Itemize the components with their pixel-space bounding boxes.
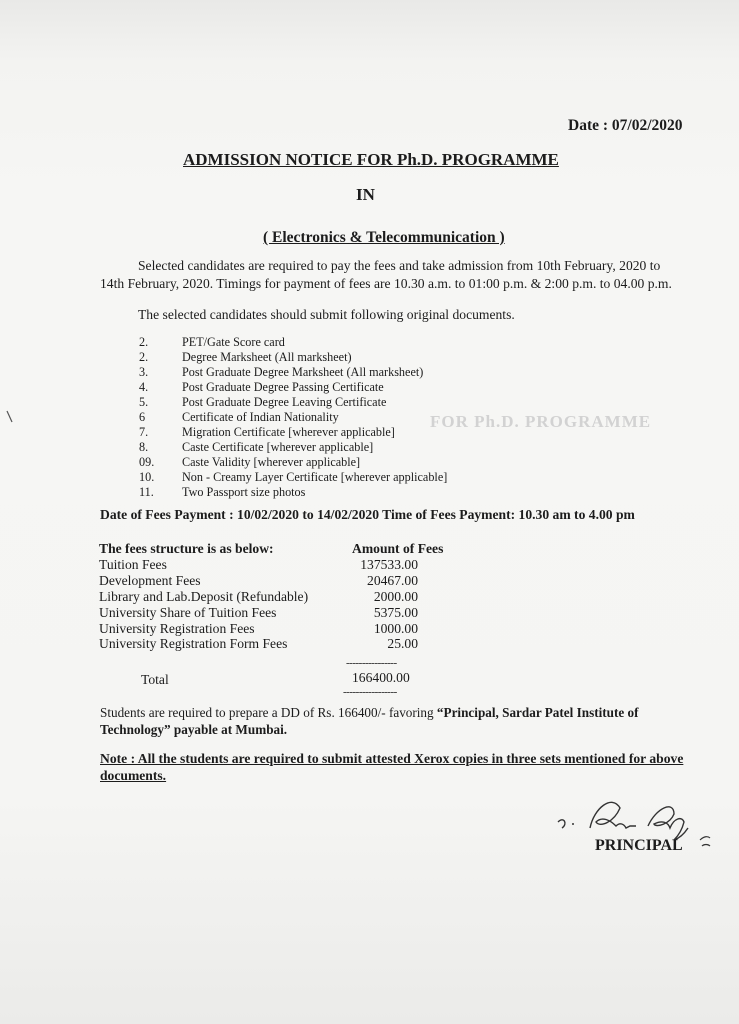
list-item-number: 6 xyxy=(139,410,146,424)
table-row xyxy=(99,605,443,621)
dd-payee: “Principal, Sardar Patel Institute of Technology” payable at Mumbai. xyxy=(100,705,639,737)
notice-in: IN xyxy=(356,185,375,204)
fee-amount: 20467.00 xyxy=(367,572,418,588)
fee-label: Tuition Fees xyxy=(99,556,167,572)
table-row xyxy=(99,573,443,589)
list-item-text: Certificate of Indian Nationality xyxy=(182,410,339,424)
fee-label: Development Fees xyxy=(99,572,201,588)
notice-date: Date : 07/02/2020 xyxy=(568,117,683,134)
list-item-text: Post Graduate Degree Passing Certificate xyxy=(182,380,384,394)
list-item-text: Post Graduate Degree Leaving Certificate xyxy=(182,395,387,409)
admission-paragraph xyxy=(100,257,700,293)
list-item-number: 10. xyxy=(139,470,155,484)
fee-label: University Registration Form Fees xyxy=(99,636,288,652)
principal-label: PRINCIPAL xyxy=(595,837,683,854)
table-row xyxy=(99,621,443,637)
notice-title: ADMISSION NOTICE FOR Ph.D. PROGRAMME xyxy=(183,150,559,169)
fee-label: University Share of Tuition Fees xyxy=(99,604,277,620)
list-item-number: 09. xyxy=(139,455,155,469)
list-item-text: Non - Creamy Layer Certificate [wherever applicable] xyxy=(182,470,448,484)
total-label: Total xyxy=(141,672,169,687)
fees-header-amount: Amount of Fees xyxy=(352,541,444,556)
fee-label: Library and Lab.Deposit (Refundable) xyxy=(99,588,309,604)
list-item xyxy=(139,440,447,455)
list-item xyxy=(139,335,447,350)
list-item xyxy=(139,350,447,365)
list-item-number: 2. xyxy=(139,350,149,364)
total-separator: ----------------- xyxy=(343,686,397,698)
note-text: Note : All the students are required to submit attested Xerox copies in three sets mentioned for above documents. xyxy=(100,751,684,783)
department-name: ( Electronics & Telecommunication ) xyxy=(263,229,505,246)
list-item-text: Post Graduate Degree Marksheet (All marksheet) xyxy=(182,365,424,379)
total-value: 166400.00 xyxy=(352,670,410,685)
documents-list xyxy=(139,335,447,500)
list-item-text: Two Passport size photos xyxy=(182,485,306,499)
fee-amount: 2000.00 xyxy=(373,588,418,604)
list-item xyxy=(139,455,447,470)
list-item-text: Caste Certificate [wherever applicable] xyxy=(182,440,374,454)
list-item-number: 7. xyxy=(139,425,149,439)
fees-header-label: The fees structure is as below: xyxy=(99,541,274,556)
list-item-number: 11. xyxy=(139,485,154,499)
list-item xyxy=(139,395,447,410)
fees-table-header xyxy=(99,541,443,557)
dd-instruction xyxy=(100,704,700,738)
list-item-number: 5. xyxy=(139,395,149,409)
list-item-text: Caste Validity [wherever applicable] xyxy=(182,455,361,469)
fee-amount: 25.00 xyxy=(387,636,418,652)
list-item-number: 3. xyxy=(139,365,149,379)
list-item-number: 4. xyxy=(139,380,149,394)
list-item xyxy=(139,485,447,500)
list-item xyxy=(139,365,447,380)
fee-amount: 137533.00 xyxy=(360,556,418,572)
fee-amount: 5375.00 xyxy=(373,604,418,620)
list-item xyxy=(139,380,447,395)
paragraph-line-1: Selected candidates are required to pay the fees and take admission from 10th February, 2020 to xyxy=(138,258,661,273)
paragraph-line-2: 14th February, 2020. Timings for payment of fees are 10.30 a.m. to 01:00 p.m. & 2:00 p.m. to 04.00 p.m. xyxy=(100,276,672,291)
fees-separator: ---------------- xyxy=(346,657,397,669)
list-item-text: Degree Marksheet (All marksheet) xyxy=(182,350,352,364)
table-row xyxy=(99,557,443,573)
list-item-text: Migration Certificate [wherever applicable] xyxy=(182,425,395,439)
list-item xyxy=(139,425,447,440)
dd-text: Students are required to prepare a DD of Rs. 166400/- favoring xyxy=(100,705,437,720)
list-item xyxy=(139,470,447,485)
table-row xyxy=(99,589,443,605)
list-item xyxy=(139,410,447,425)
list-item-number: 8. xyxy=(139,440,149,454)
fee-label: University Registration Fees xyxy=(99,620,255,636)
fee-amount: 1000.00 xyxy=(373,620,418,636)
list-item-text: PET/Gate Score card xyxy=(182,335,285,349)
margin-mark xyxy=(6,410,14,424)
list-item-number: 2. xyxy=(139,335,149,349)
bleed-through-text: FOR Ph.D. PROGRAMME xyxy=(430,412,652,431)
fees-table xyxy=(99,541,443,652)
fees-payment-date: Date of Fees Payment : 10/02/2020 to 14/02/2020 Time of Fees Payment: 10.30 am to 4.00 pm xyxy=(100,507,635,522)
table-row xyxy=(99,636,443,652)
documents-intro: The selected candidates should submit following original documents. xyxy=(138,307,515,322)
